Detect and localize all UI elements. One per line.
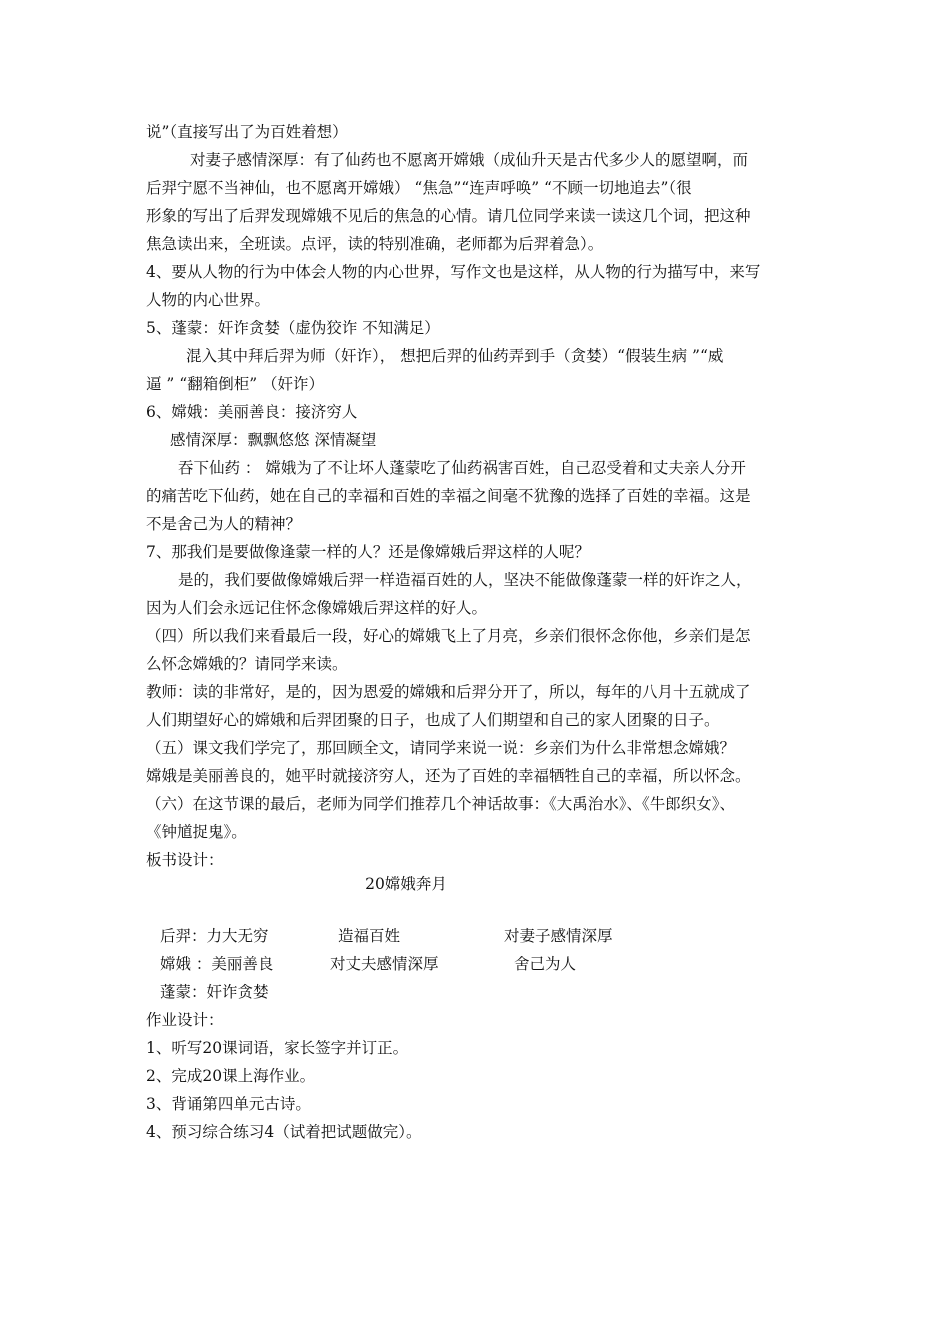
homework-heading: 作业设计：	[146, 1011, 224, 1029]
text-line: 形象的写出了后羿发现嫦娥不见后的焦急的心情。请几位同学来读一读这几个词，把这种	[146, 207, 751, 225]
text-line: 不是舍己为人的精神？	[146, 515, 302, 533]
board-row-houyi	[146, 922, 816, 950]
board-cell: 造福百姓	[338, 927, 401, 945]
text-line: 人物的内心世界。	[146, 291, 271, 309]
text-line: 5、蓬蒙：奸诈贪婪（虚伪狡诈 不知满足）	[146, 319, 440, 337]
text-line: 7、那我们是要做像逢蒙一样的人？还是像嫦娥后羿这样的人呢？	[146, 543, 590, 561]
text-line: 混入其中拜后羿为师（奸诈）， 想把后羿的仙药弄到手（贪婪）“假装生病 ”“威	[186, 347, 724, 365]
text-line: 焦急读出来，全班读。点评，读的特别准确，老师都为后羿着急）。	[146, 235, 604, 253]
board-heading: 板书设计：	[146, 851, 224, 869]
homework-item: 4、预习综合练习4（试着把试题做完）。	[146, 1123, 422, 1141]
text-line: 6、嫦娥：美丽善良：接济穷人	[146, 403, 358, 421]
board-cell: 蓬蒙：奸诈贪婪	[160, 983, 269, 1001]
text-line: 吞下仙药 ： 嫦娥为了不让坏人蓬蒙吃了仙药祸害百姓，自己忍受着和丈夫亲人分开	[178, 459, 746, 477]
board-cell: 嫦娥 ：美丽善良	[160, 955, 274, 973]
text-line: 么怀念嫦娥的？请同学来读。	[146, 655, 348, 673]
text-line: 因为人们会永远记住怀念像嫦娥后羿这样的好人。	[146, 599, 488, 617]
text-line: 《钟馗捉鬼》。	[146, 823, 247, 841]
board-cell: 后羿：力大无穷	[160, 927, 269, 945]
text-line: 后羿宁愿不当神仙，也不愿离开嫦娥） “焦急”“连声呼唤” “不顾一切地追去”（很	[146, 179, 692, 197]
text-line: 嫦娥是美丽善良的，她平时就接济穷人，还为了百姓的幸福牺牲自己的幸福，所以怀念。	[146, 767, 751, 785]
text-line: （五）课文我们学完了，那回顾全文，请同学来说一说：乡亲们为什么非常想念嫦娥？	[146, 739, 736, 757]
text-line: 逼 ” “翻箱倒柜” （奸诈）	[146, 375, 325, 393]
board-title: 20嫦娥奔月	[365, 875, 447, 893]
text-line: 是的，我们要做像嫦娥后羿一样造福百姓的人，坚决不能做像蓬蒙一样的奸诈之人，	[178, 571, 752, 589]
text-line: （四）所以我们来看最后一段，好心的嫦娥飞上了月亮，乡亲们很怀念你他，乡亲们是怎	[146, 627, 751, 645]
text-line: 教师：读的非常好，是的，因为恩爱的嫦娥和后羿分开了，所以，每年的八月十五就成了	[146, 683, 751, 701]
homework-item: 1、听写20课词语，家长签字并订正。	[146, 1039, 409, 1057]
text-line: （六）在这节课的最后，老师为同学们推荐几个神话故事：《大禹治水》、《牛郎织女》、	[146, 795, 736, 813]
board-row-change	[146, 950, 816, 978]
board-row-pengmeng	[146, 978, 816, 1006]
board-cell: 对妻子感情深厚	[504, 927, 613, 945]
text-line: 感情深厚：飘飘悠悠 深情凝望	[170, 431, 377, 449]
text-line: 人们期望好心的嫦娥和后羿团聚的日子，也成了人们期望和自己的家人团聚的日子。	[146, 711, 720, 729]
text-line: 说”（直接写出了为百姓着想）	[146, 123, 348, 141]
text-line: 对妻子感情深厚：有了仙药也不愿离开嫦娥（成仙升天是古代多少人的愿望啊，而	[190, 151, 749, 169]
board-cell: 舍己为人	[514, 955, 577, 973]
text-line: 4、要从人物的行为中体会人物的内心世界，写作文也是这样，从人物的行为描写中，来写	[146, 263, 761, 281]
homework-item: 2、完成20课上海作业。	[146, 1067, 316, 1085]
text-line: 的痛苦吃下仙药，她在自己的幸福和百姓的幸福之间毫不犹豫的选择了百姓的幸福。这是	[146, 487, 751, 505]
homework-item: 3、背诵第四单元古诗。	[146, 1095, 311, 1113]
board-cell: 对丈夫感情深厚	[330, 955, 439, 973]
